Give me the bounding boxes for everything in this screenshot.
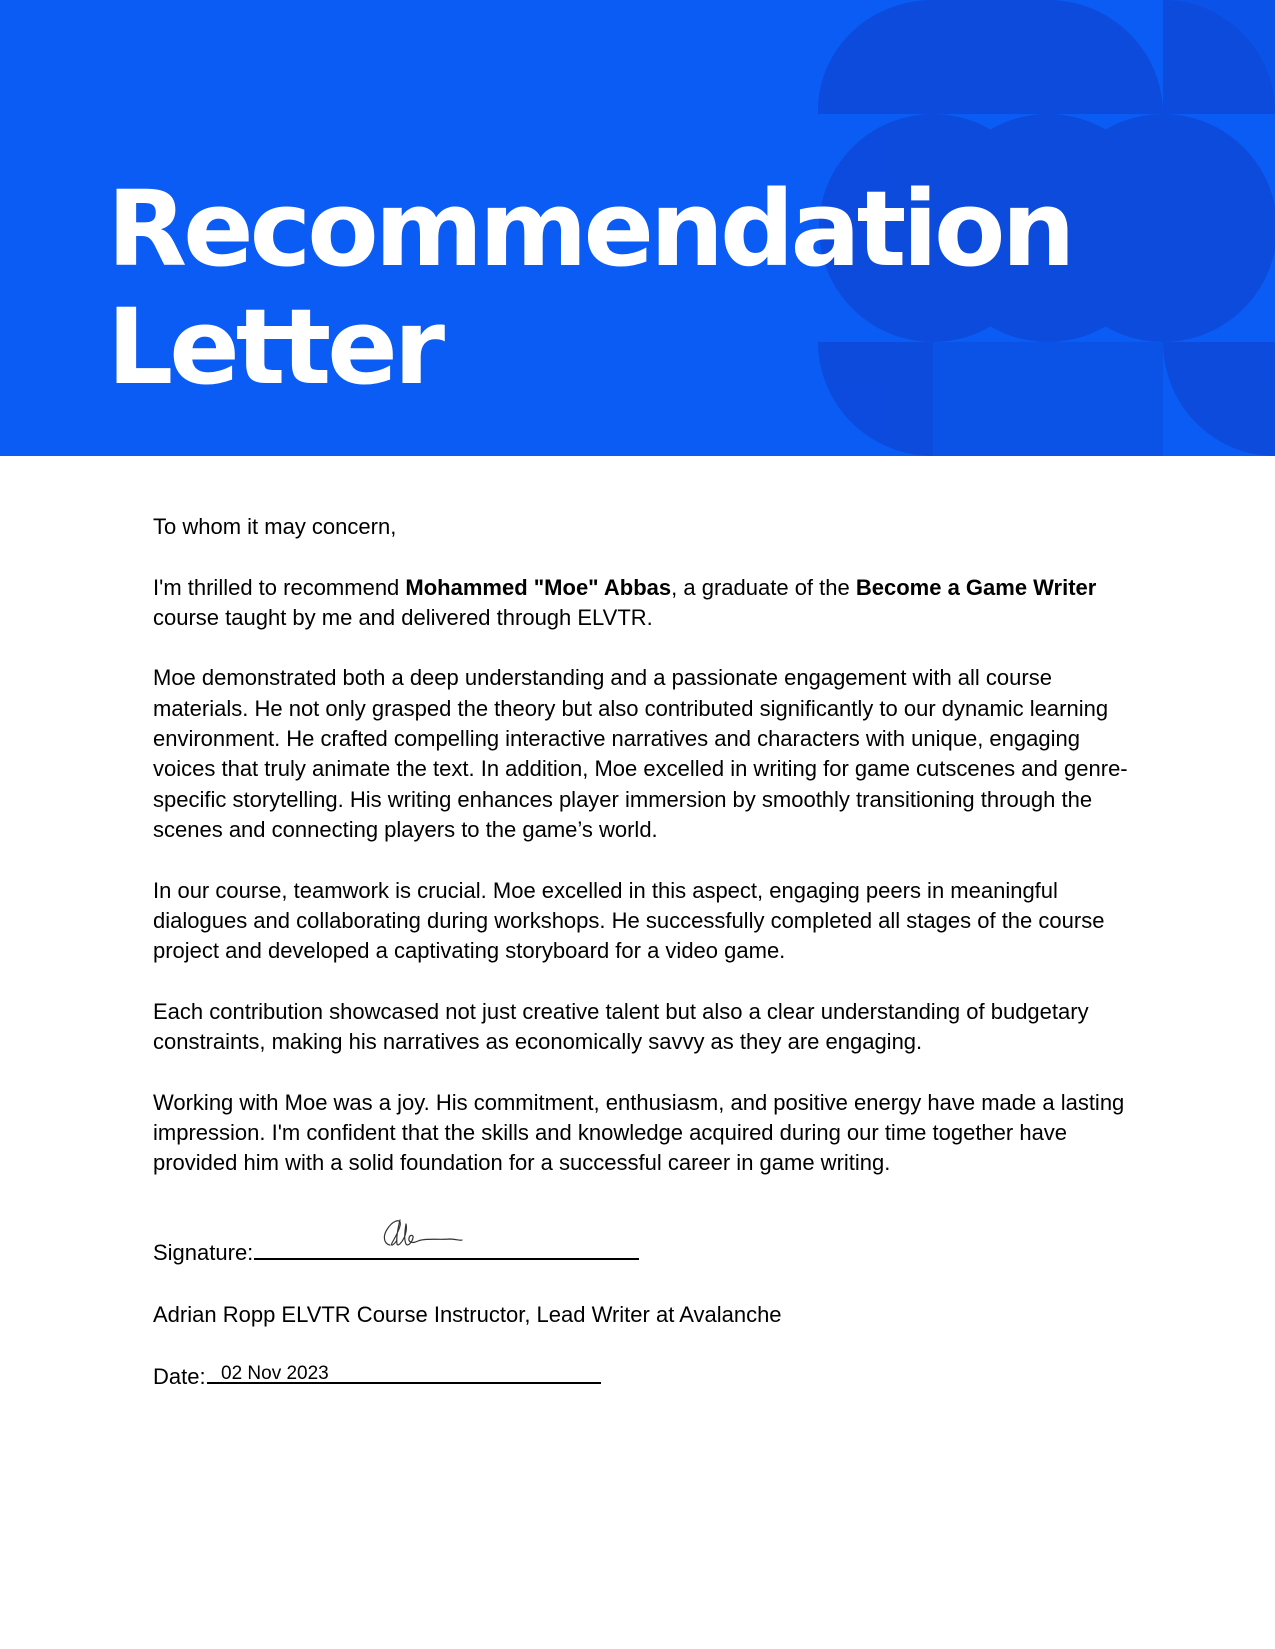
salutation: To whom it may concern, [153, 514, 397, 539]
paragraph-intro [153, 573, 1133, 634]
intro-text-3: course taught by me and delivered through ELVTR. [153, 604, 653, 630]
signature-label: Signature: [153, 1240, 254, 1265]
date-label: Date: [153, 1364, 206, 1389]
date-value: 02 Nov 2023 [221, 1363, 329, 1384]
intro-text-1: I'm thrilled to recommend [153, 574, 406, 600]
instructor-info: Adrian Ropp ELVTR Course Instructor, Lead Writer at Avalanche [153, 1302, 782, 1327]
course-name: Become a Game Writer [855, 574, 1097, 600]
paragraph-contribution: Each contribution showcased not just creative talent but also a clear understanding of budgetary constraints, making his narratives as economically savvy as they are engaging. [153, 998, 1089, 1055]
title-line-2: Letter [107, 286, 442, 408]
header-banner [0, 0, 1275, 456]
letter-body [153, 512, 1133, 1209]
paragraph-skills: Moe demonstrated both a deep understanding and a passionate engagement with all course materials. He not only grasped the theory but also contributed significantly to our dynamic learning environment. He crafted compelling interactive narratives and characters with unique, engaging voices that truly animate the text. In addition, Moe excelled in writing for game cutscenes and genre-specific storytelling. His writing enhances player immersion by smoothly transitioning through the scenes and connecting players to the game’s world. [153, 665, 1128, 842]
paragraph-teamwork: In our course, teamwork is crucial. Moe excelled in this aspect, engaging peers in meaningful dialogues and collaborating during workshops. He successfully completed all stages of the course project and developed a captivating storyboard for a video game. [153, 877, 1105, 964]
paragraph-closing: Working with Moe was a joy. His commitment, enthusiasm, and positive energy have made a lasting impression. I'm confident that the skills and knowledge acquired during our time together have provided him with a solid foundation for a successful career in game writing. [153, 1089, 1125, 1176]
title-line-1: Recommendation [107, 168, 1072, 290]
graduate-name: Mohammed "Moe" Abbas [405, 574, 672, 600]
intro-text-2: , a graduate of the [671, 574, 856, 600]
handwritten-signature [376, 1214, 466, 1254]
page-title [107, 170, 1072, 406]
